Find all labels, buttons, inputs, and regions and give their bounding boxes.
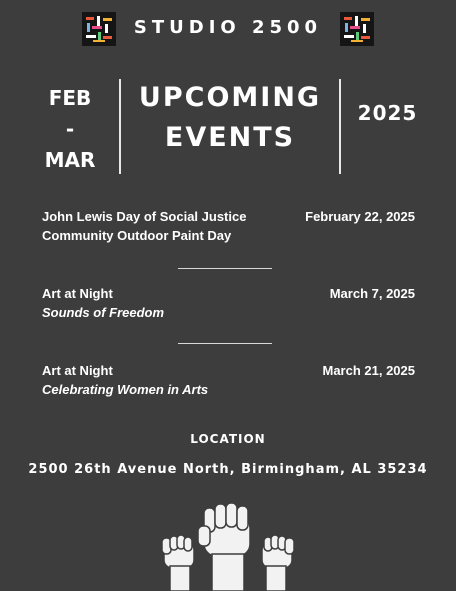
range-end: MAR [44, 148, 96, 172]
event-subtitle: Community Outdoor Paint Day [42, 228, 232, 243]
raised-fists-icon [158, 500, 298, 591]
event-date: March 7, 2025 [329, 286, 415, 301]
page-title-line1: UPCOMING [138, 82, 322, 113]
date-range [30, 83, 110, 176]
event-name: John Lewis Day of Social Justice [42, 209, 247, 224]
year: 2025 [357, 101, 418, 125]
divider-right [339, 79, 341, 174]
page-title-line2: EVENTS [164, 122, 296, 153]
event-separator [178, 268, 272, 269]
studio-title: STUDIO 2500 [133, 17, 323, 38]
event-date: March 21, 2025 [322, 363, 415, 378]
event-separator [178, 343, 272, 344]
location-label: LOCATION [190, 432, 266, 446]
event-item [42, 284, 415, 322]
location-address: 2500 26th Avenue North, Birmingham, AL 35234 [28, 462, 428, 477]
range-dash: - [65, 117, 75, 141]
event-date: February 22, 2025 [305, 209, 415, 224]
page-title [121, 78, 339, 158]
event-name: Art at Night [42, 363, 113, 378]
event-subtitle: Sounds of Freedom [42, 305, 165, 320]
event-item [42, 207, 415, 245]
event-item [42, 361, 415, 399]
event-name: Art at Night [42, 286, 113, 301]
range-start: FEB [48, 86, 92, 110]
event-subtitle: Celebrating Women in Arts [42, 382, 209, 397]
